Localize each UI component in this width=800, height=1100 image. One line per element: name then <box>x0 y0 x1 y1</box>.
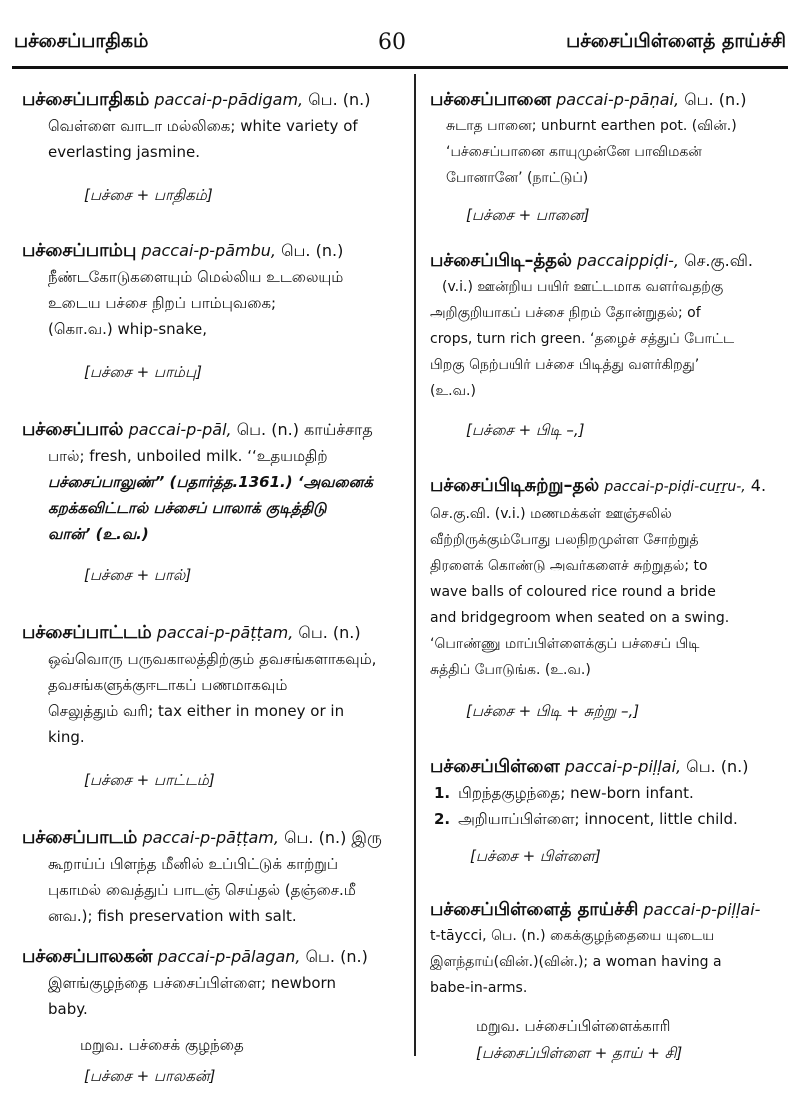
transliteration: paccai-p-pāṇai, <box>556 90 680 109</box>
headword: பச்சைப்பிள்ளைத் தாய்ச்சி <box>430 899 639 920</box>
headword: பச்சைப்பாம்பு <box>22 240 137 261</box>
entry <box>430 472 790 725</box>
definition: t-tāycci, பெ. (n.) கைக்குழந்தையை யுடைய இளந்தாய்(வின்.)(வின்.); a woman having a babe-in-arms. <box>430 928 722 996</box>
headword: பச்சைப்பானை <box>430 89 552 110</box>
synonym: மறுவ. பச்சைப்பிள்ளைக்காரி <box>476 1017 671 1035</box>
transliteration: paccai-p-pāmbu, <box>141 241 276 260</box>
entry <box>430 896 790 1067</box>
transliteration: paccai-p-piḍi-cuṟṟu-, <box>604 479 746 495</box>
left-column <box>22 80 402 1090</box>
transliteration: paccai-p-pāl, <box>128 420 232 439</box>
transliteration: paccai-p-piḷḷai- <box>643 900 761 919</box>
entry <box>430 86 790 229</box>
transliteration: paccai-p-pāṭṭam, <box>142 828 279 847</box>
etymology: [பச்சை + பிடி –,] <box>466 421 585 439</box>
part-of-speech: பெ. (n.) காய்ச்சாத <box>236 420 373 439</box>
etymology: [பச்சை + பானை] <box>466 206 590 224</box>
part-of-speech: பெ. (n.) <box>684 90 747 109</box>
etymology: [பச்சை + பாதிகம்] <box>84 186 213 204</box>
part-of-speech: பெ. (n.) <box>686 757 749 776</box>
part-of-speech: பெ. (n.) இரு <box>284 828 382 847</box>
definition: நீண்டகோடுகளையும் மெல்லிய உடலையும் உடைய பச்சை நிறப் பாம்புவகை; (கொ.வ.) whip-snake, <box>48 268 344 338</box>
definition: சுடாத பானை; unburnt earthen pot. (வின்.) ‘பச்சைப்பானை காயுமுன்னே பாவிமகன் போனானே’ (நாட்டுப்) <box>446 118 737 186</box>
transliteration: paccaippiḍi-, <box>576 251 680 270</box>
definition: ஒவ்வொரு பருவகாலத்திற்கும் தவசங்களாகவும், தவசங்களுக்குஈடாகப் பணமாகவும் செலுத்தும் வரி; tax either in money or in king. <box>48 650 377 746</box>
right-column <box>430 80 790 1067</box>
etymology: [பச்சை + பாட்டம்] <box>84 771 215 789</box>
headword: பச்சைப்பிடிசுற்று–தல் <box>430 475 600 496</box>
definition: கூறாய்ப் பிளந்த மீனில் உப்பிட்டுக் காற்றுப் புகாமல் வைத்துப் பாடஞ் செய்தல் (தஞ்சை.மீ னவ.); fish preservation with salt. <box>48 855 356 925</box>
etymology: [பச்சை + பாம்பு] <box>84 363 203 381</box>
headword: பச்சைப்பிடி–த்தல் <box>430 250 572 271</box>
entry <box>22 943 402 1090</box>
definition: செ.கு.வி. (v.i.) மணமக்கள் ஊஞ்சலில் வீற்றிருக்கும்போது பலநிறமுள்ள சோற்றுத் திரளைக் கொண்டு அவர்களைச் சுற்றுதல்; to wave balls of coloured rice round a bride and bridgegroom when seated on a swing. ‘பொண்ணு மாப்பிள்ளைக்குப் பச்சைப் பிடி சுத்திப் போடுங்க. (உ.வ.) <box>430 506 730 678</box>
entry <box>22 237 402 386</box>
transliteration: paccai-p-piḷḷai, <box>564 757 682 776</box>
column-divider <box>414 74 416 1056</box>
page-number: 60 <box>378 30 406 55</box>
definition: (v.i.) ஊன்றிய பயிர் ஊட்டமாக வளர்வதற்கு அறிகுறியாகப் பச்சை நிறம் தோன்றுதல்; of crops, turn rich green. ‘தழைச் சத்துப் போட்ட பிறகு நெற்பயிர் பச்சை பிடித்து வளர்கிறது’ (உ.வ.) <box>430 279 735 399</box>
part-of-speech: பெ. (n.) <box>305 947 368 966</box>
definition: பால்; fresh, unboiled milk. ‘‘உதயமதிற் பச்சைப்பாலுண்” (பதார்த்த.1361.) ‘அவனைக் கறக்கவிட்டால் பச்சைப் பாலாக் குடித்திடு வான்’ (உ.வ.) <box>48 447 373 543</box>
entry <box>430 247 790 444</box>
sense-item: 2. அறியாப்பிள்ளை; innocent, little child. <box>434 810 738 828</box>
definition <box>430 780 790 832</box>
definition: இளங்குழந்தை பச்சைப்பிள்ளை; newborn baby. <box>48 974 336 1018</box>
entry <box>22 416 402 589</box>
transliteration: paccai-p-pādigam, <box>154 90 304 109</box>
etymology: [பச்சை + பால்] <box>84 566 192 584</box>
synonym: மறுவ. பச்சைக் குழந்தை <box>80 1036 244 1054</box>
header-left-guideword: பச்சைப்பாதிகம் <box>14 30 149 52</box>
part-of-speech: பெ. (n.) <box>281 241 344 260</box>
headword: பச்சைப்பாதிகம் <box>22 89 150 110</box>
etymology: [பச்சை + பிடி + சுற்று –,] <box>466 702 640 720</box>
headword: பச்சைப்பால் <box>22 419 124 440</box>
definition: வெள்ளை வாடா மல்லிகை; white variety of everlasting jasmine. <box>48 117 358 161</box>
entry <box>430 753 790 870</box>
etymology: [பச்சை + பாலகன்] <box>84 1067 216 1085</box>
part-of-speech: பெ. (n.) <box>298 623 361 642</box>
etymology: [பச்சை + பிள்ளை] <box>470 847 601 865</box>
headword: பச்சைப்பாலகன் <box>22 946 153 967</box>
headword: பச்சைப்பிள்ளை <box>430 756 560 777</box>
headword: பச்சைப்பாடம் <box>22 827 138 848</box>
header-right-guideword: பச்சைப்பிள்ளைத் தாய்ச்சி <box>566 30 786 52</box>
transliteration: paccai-p-pāṭṭam, <box>156 623 294 642</box>
part-of-speech: 4. <box>750 476 767 495</box>
header-rule <box>12 66 788 69</box>
sense-item: 1. பிறந்தகுழந்தை; new-born infant. <box>434 784 694 802</box>
part-of-speech: பெ. (n.) <box>308 90 371 109</box>
part-of-speech: செ.கு.வி. <box>684 251 754 270</box>
entry <box>22 86 402 209</box>
transliteration: paccai-p-pālagan, <box>157 947 301 966</box>
entry <box>22 824 402 929</box>
etymology: [பச்சைப்பிள்ளை + தாய் + சி] <box>476 1044 683 1062</box>
entry <box>22 619 402 794</box>
headword: பச்சைப்பாட்டம் <box>22 622 152 643</box>
